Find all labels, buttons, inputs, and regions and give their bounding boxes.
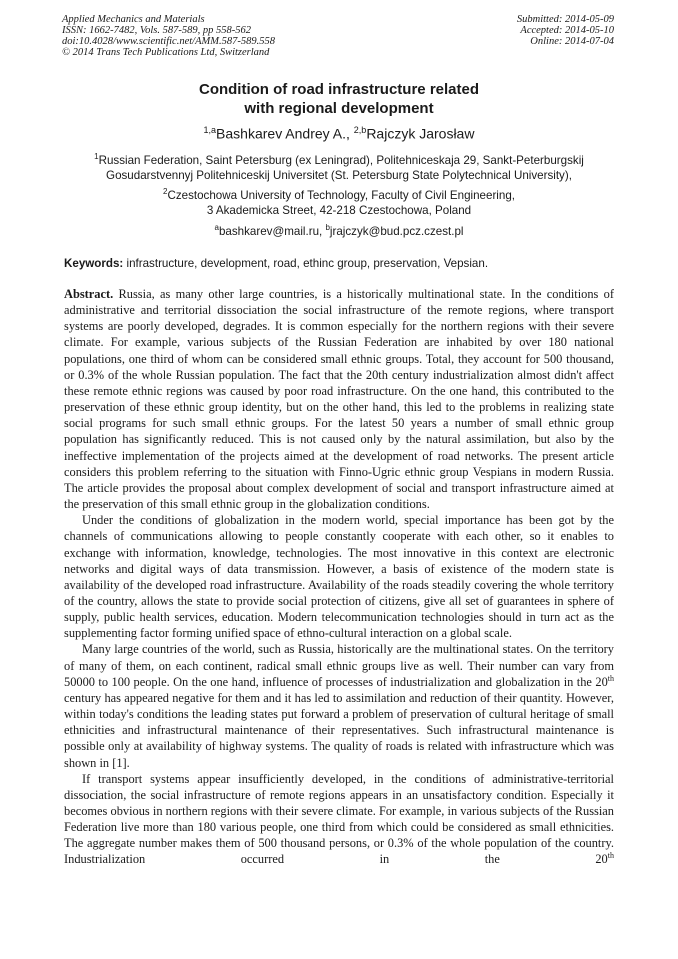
affiliation-2: [40, 184, 638, 219]
journal-issn: ISSN: 1662-7482, Vols. 587-589, pp 558-562: [62, 25, 251, 36]
author-emails: [40, 220, 638, 239]
century-superscript-1: th: [607, 673, 614, 683]
submitted-date: Submitted: 2014-05-09: [516, 14, 614, 25]
author-1-name: Bashkarev Andrey A.,: [216, 125, 354, 142]
affiliation-2-line-1: [40, 184, 638, 203]
affiliation-1-line-2: Gosudarstvennyj Politehniceskij Universitet (St. Petersburg State Polytechnical University),: [106, 169, 572, 183]
journal-name: Applied Mechanics and Materials: [62, 14, 205, 25]
body-paragraph-2-part-1: Many large countries of the world, such as Russia, historically are the multinational states. On the territory of many of them, on each continent, radical small ethnic groups live as well. Their number can vary from 50000 to 100 people. On the one hand, influence of processes of industrialization and globalization in the 20: [64, 642, 614, 689]
century-superscript-2: th: [607, 851, 614, 861]
abstract-paragraph: [64, 286, 614, 512]
affiliation-2-line-2: 3 Akademicka Street, 42-218 Czestochowa, Poland: [206, 204, 472, 218]
affiliation-1-superscript: 1: [94, 152, 99, 161]
author-2-name: Rajczyk Jarosław: [366, 125, 475, 142]
affiliation-2-text-1: Czestochowa University of Technology, Faculty of Civil Engineering,: [167, 188, 515, 202]
abstract-label: Abstract.: [64, 287, 114, 301]
submission-dates: [517, 14, 614, 47]
paper-title-line-1: Condition of road infrastructure related: [198, 81, 480, 98]
paper-body: [64, 286, 614, 868]
affiliation-1-text-1: Russian Federation, Saint Petersburg (ex Leningrad), Politehniceskaja 29, Sankt-Peterburgskij: [98, 153, 584, 167]
journal-copyright: © 2014 Trans Tech Publications Ltd, Switzerland: [62, 47, 270, 58]
body-paragraph-2: [64, 641, 614, 770]
body-paragraph-3: [64, 771, 614, 868]
body-paragraph-1: Under the conditions of globalization in the modern world, special importance has been got by the channels of communications allowing to people constantly cooperate with each other, so it enables to exchange with information, knowledge, technologies. The most innovative in this context are electronic networks and digital ways of data transmission. However, a basis of existence of the modern state is availability of the developed road infrastructure. Availability of the roads steadily covering the whole territory of the country, allows the state to provide social protection of citizens, give all set of guarantees in sphere of supply, public health services, education. Modern telecommunication technologies should in turn act as the supplementing factor forming unified space of ethno-cultural interaction on a global scale.: [64, 513, 614, 641]
journal-doi: doi:10.4028/www.scientific.net/AMM.587-589.558: [62, 36, 275, 47]
author-list: [0, 121, 678, 143]
email-b-link[interactable]: jrajczyk@bud.pcz.czest.pl: [329, 224, 464, 238]
keywords: [64, 256, 624, 272]
journal-info: [62, 14, 275, 58]
keywords-label: Keywords:: [64, 257, 124, 270]
body-paragraph-2-part-2: century has appeared negative for them and it has led to assimilation and reduction of their quantity. However, within today's conditions the leading states put forward a problem of preservation of cultural heritage of small ethnicities and infrastructural maintenance of their representatives. Such infrastructural maintenance is possible only at availability of highway systems. The quality of roads is related with infrastructure which was shown in [1].: [64, 690, 614, 770]
affiliation-1-line-1: [40, 149, 638, 168]
abstract-text: Russia, as many other large countries, is a historically multinational state. In the conditions of administrative and territorial dissociation the social infrastructure of the remote regions, where transport systems are poorly developed, degrades. It is common especially for the northern regions with their severe climate. For example, various subjects of the Russian Federation are inhabited by over 180 national populations, one third of whom can be considered small ethnic groups. Total, they account for 500 thousand, or 0.3% of the whole Russian population. The fact that the 20th century industrialization almost didn't affect these remote ethnic regions was caused by poor road infrastructure. On the one hand, this contributed to the preservation of these ethnic group identity, but on the other hand, this led to the problems in realizing state social programs for such small ethnic groups. For the latest 50 years a number of small ethnic group population has significantly reduced. This is not caused only by the natural assimilation, but also by the ineffective implementation of the projects aimed at the development of road networks. The present article considers this problem referring to the situation with Finno-Ugric ethnic group Vespians in modern Russia. The article provides the proposal about complex development of social and transport infrastructure aimed at the preservation of this small ethnic group in the globalization conditions.: [64, 287, 614, 512]
body-paragraph-3-part-1: If transport systems appear insufficiently developed, in the conditions of administrative-territorial dissociation, the social infrastructure of remote regions appears in an unsatisfactory condition. Especially it becomes obvious in northern regions with their severe climate. For example, in various subjects of the Russian Federation live more than 180 various people, one third from which could be considered as small ethnicities. The aggregate number makes them of 500 thousand persons, or 0.3% of the whole population of the country. Industrialization occurred in the 20: [64, 771, 614, 867]
author-2-superscript: 2,b: [353, 125, 367, 135]
affiliation-1: [40, 149, 638, 184]
paper-title-line-2: with regional development: [244, 100, 434, 117]
online-date: Online: 2014-07-04: [530, 36, 614, 47]
keywords-text: infrastructure, development, road, ethinc group, preservation, Vepsian.: [123, 257, 489, 270]
email-a-link[interactable]: bashkarev@mail.ru,: [218, 224, 326, 238]
affiliation-2-superscript: 2: [163, 187, 168, 196]
accepted-date: Accepted: 2014-05-10: [520, 25, 614, 36]
email-b-superscript: b: [325, 223, 330, 232]
paper-title: [0, 80, 678, 118]
author-1-superscript: 1,a: [203, 125, 217, 135]
email-a-superscript: a: [214, 223, 219, 232]
